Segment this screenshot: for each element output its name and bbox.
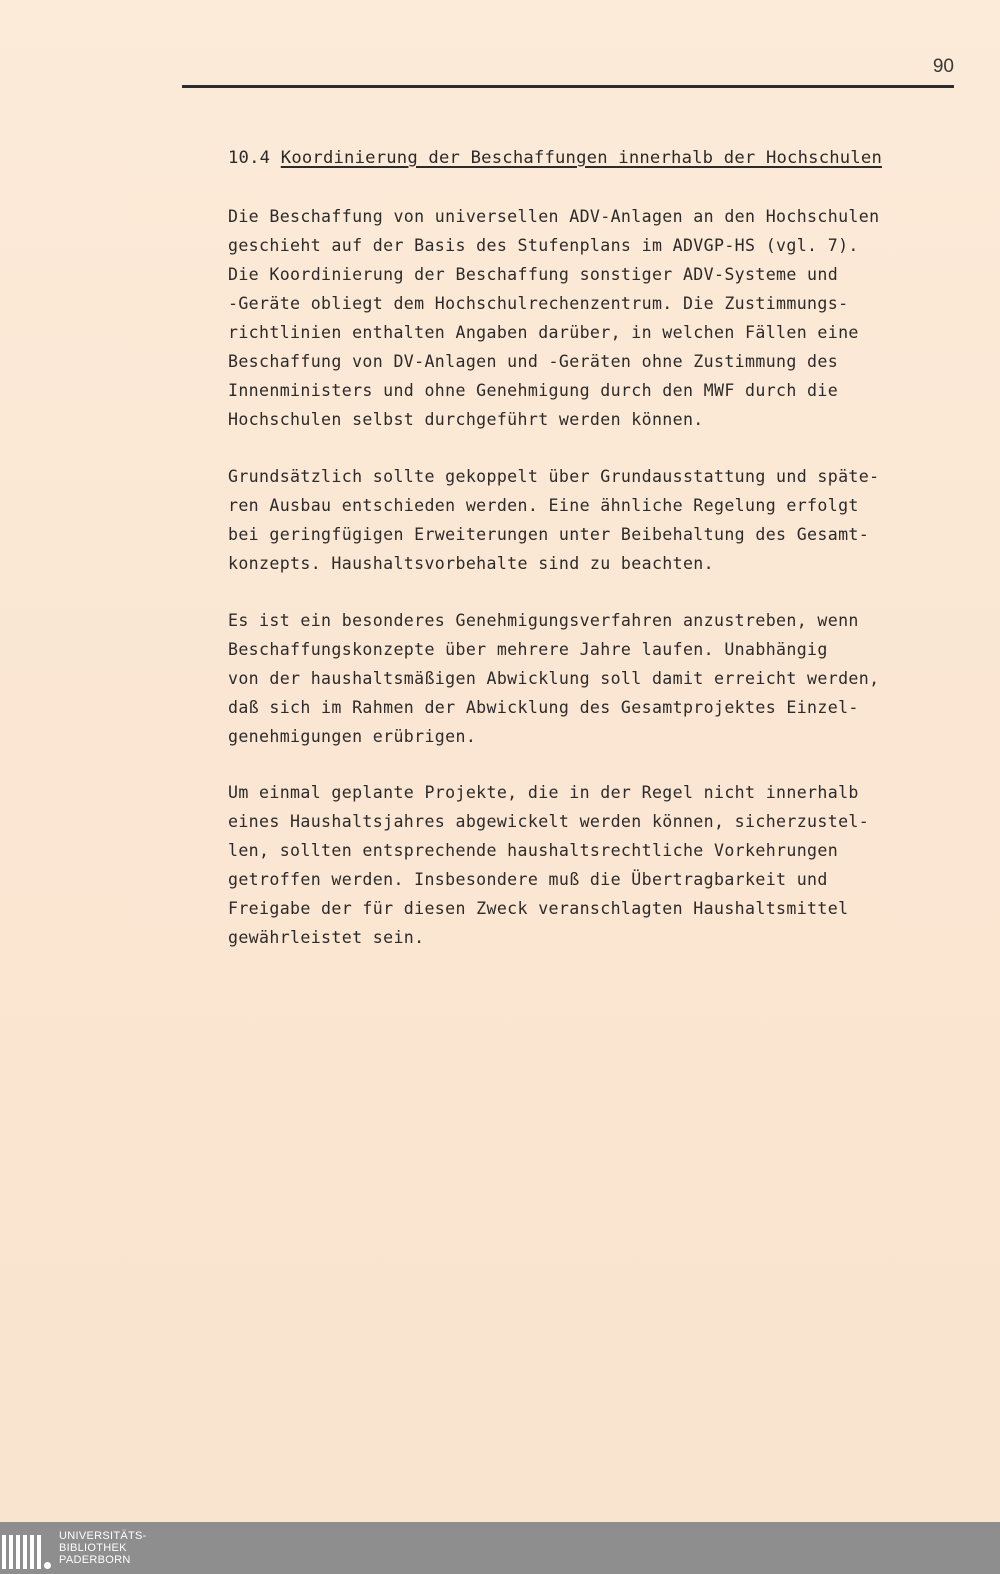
text-line: genehmigungen erübrigen. [228, 727, 477, 746]
text-line: geschieht auf der Basis des Stufenplans im ADVGP-HS (vgl. 7). [228, 236, 859, 255]
library-logo [0, 1522, 147, 1574]
paragraph-4 [228, 778, 968, 952]
text-line: von der haushaltsmäßigen Abwicklung soll damit erreicht werden, [228, 669, 880, 688]
text-line: Um einmal geplante Projekte, die in der Regel nicht innerhalb [228, 783, 859, 802]
text-line: gewährleistet sein. [228, 928, 425, 947]
text-line: konzepts. Haushaltsvorbehalte sind zu beachten. [228, 554, 714, 573]
logo-bars-icon [2, 1527, 51, 1569]
paragraph-1 [228, 202, 968, 434]
text-line: bei geringfügigen Erweiterungen unter Beibehaltung des Gesamt- [228, 525, 870, 544]
section-heading [228, 148, 882, 168]
text-line: Innenministers und ohne Genehmigung durch den MWF durch die [228, 381, 839, 400]
text-line: Beschaffungskonzepte über mehrere Jahre laufen. Unabhängig [228, 640, 828, 659]
logo-line: PADERBORN [59, 1554, 131, 1566]
text-line: daß sich im Rahmen der Abwicklung des Gesamtprojektes Einzel- [228, 698, 859, 717]
text-line: Beschaffung von DV-Anlagen und -Geräten ohne Zustimmung des [228, 352, 839, 371]
text-line: Hochschulen selbst durchgeführt werden können. [228, 410, 704, 429]
header-rule [182, 85, 954, 88]
section-title: Koordinierung der Beschaffungen innerhalb der Hochschulen [280, 148, 882, 168]
library-footer-bar [0, 1522, 1000, 1574]
text-line: eines Haushaltsjahres abgewickelt werden können, sicherzustel- [228, 812, 870, 831]
text-line: Die Koordinierung der Beschaffung sonstiger ADV-Systeme und [228, 265, 839, 284]
library-logo-text [59, 1530, 147, 1566]
text-line: richtlinien enthalten Angaben darüber, in welchen Fällen eine [228, 323, 859, 342]
logo-line: UNIVERSITÄTS- [59, 1530, 147, 1542]
text-line: len, sollten entsprechende haushaltsrechtliche Vorkehrungen [228, 841, 839, 860]
paragraph-3 [228, 606, 968, 751]
text-line: Es ist ein besonderes Genehmigungsverfahren anzustreben, wenn [228, 611, 859, 630]
section-number: 10.4 [228, 148, 271, 168]
text-line: Die Beschaffung von universellen ADV-Anlagen an den Hochschulen [228, 207, 880, 226]
text-line: -Geräte obliegt dem Hochschulrechenzentrum. Die Zustimmungs- [228, 294, 849, 313]
page-number: 90 [932, 56, 954, 77]
logo-line: BIBLIOTHEK [59, 1542, 127, 1554]
text-line: Freigabe der für diesen Zweck veranschlagten Haushaltsmittel [228, 899, 849, 918]
paragraph-2 [228, 462, 968, 578]
text-line: ren Ausbau entschieden werden. Eine ähnliche Regelung erfolgt [228, 496, 859, 515]
text-line: Grundsätzlich sollte gekoppelt über Grundausstattung und späte- [228, 467, 880, 486]
text-line: getroffen werden. Insbesondere muß die Übertragbarkeit und [228, 870, 828, 889]
